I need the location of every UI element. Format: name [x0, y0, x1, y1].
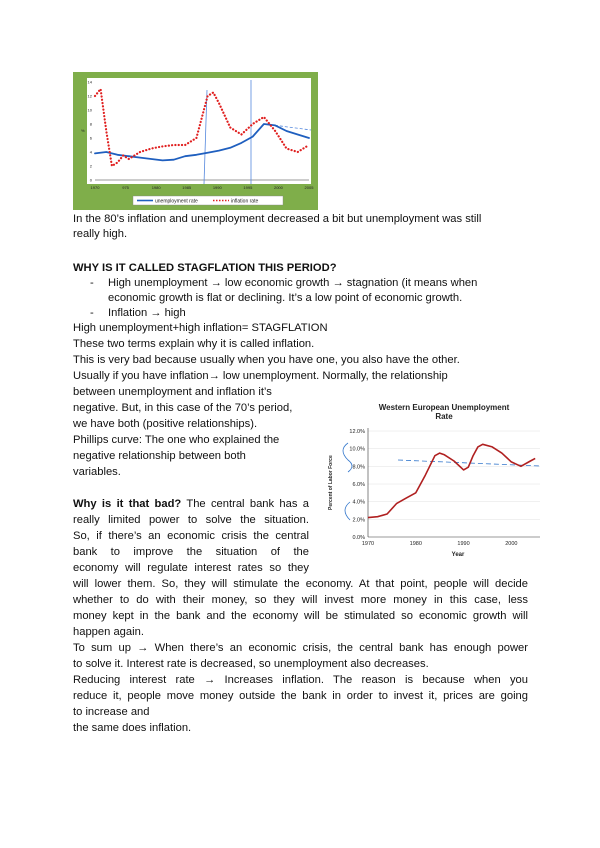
x-tick-label: 1990 — [212, 185, 222, 190]
paragraph-line: To sum up → When there’s an economic crisis, the central bank has enough power — [73, 642, 528, 654]
x-tick-label: 1970 — [90, 185, 100, 190]
y-tick-label: 6.0% — [352, 482, 365, 488]
legend-label-inflation: inflation rate — [231, 198, 259, 205]
x-tick-label: 2000 — [273, 185, 283, 190]
chart1-y-label: % — [81, 128, 85, 133]
x-tick-label: 1970 — [361, 541, 375, 547]
y-tick-label: 6 — [89, 135, 92, 141]
bullet-text: High unemployment → low economic growth → stagnation (it means when — [108, 277, 478, 289]
y-tick-label: 4.0% — [352, 499, 365, 506]
chart2-y-label: Percent of Labor Force — [328, 455, 334, 510]
paragraph-line: between unemployment and inflation it’s — [73, 386, 272, 398]
paragraph-line: Reducing interest rate → Increases inflation. The reason is because when you — [73, 674, 528, 686]
x-tick-label: 1995 — [243, 185, 253, 190]
y-tick-label: 10.0% — [349, 446, 365, 453]
y-tick-label: 10 — [87, 107, 92, 113]
y-tick-label: 12.0% — [349, 429, 365, 435]
paragraph-line: whether to do with their money, so they will invest more money in this case, less — [73, 594, 528, 606]
paragraph-line: happen again. — [73, 626, 144, 638]
bullet-dash: - — [90, 307, 94, 319]
x-tick-label: 1985 — [182, 185, 192, 190]
chart2-x-label: Year — [451, 552, 465, 558]
legend-label-unemployment: unemployment rate — [155, 198, 198, 205]
y-tick-label: 8 — [89, 121, 92, 127]
paragraph-line: In the 80’s inflation and unemployment decreased a bit but unemployment was still — [73, 213, 482, 225]
section-heading: WHY IS IT CALLED STAGFLATION THIS PERIOD? — [73, 262, 337, 274]
paragraph-line: bank to improve the situation of the — [73, 546, 309, 558]
bullet-text: economic growth is flat or declining. It’s a low point of economic growth. — [108, 292, 463, 304]
paragraph-line: negative relationship between both — [73, 450, 246, 462]
bullet-text: Inflation → high — [108, 307, 186, 319]
western-europe-unemployment-chart — [318, 400, 544, 560]
x-tick-label: 2005 — [304, 185, 314, 190]
paragraph-line: money kept in the bank and the economy will be stimulated so economic growth will — [73, 610, 528, 622]
paragraph-line: really limited power to solve the situation. — [73, 514, 309, 526]
paragraph-line: So, if there’s an economic crisis the central — [73, 530, 309, 542]
x-tick-label: 2000 — [505, 541, 518, 547]
bullet-dash: - — [90, 277, 94, 289]
paragraph-line: These two terms explain why it is called inflation. — [73, 338, 315, 350]
paragraph-line: Phillips curve: The one who explained the — [73, 434, 280, 446]
paragraph-line: negative. But, in this case of the 70’s period, — [73, 402, 293, 414]
x-tick-label: 1980 — [409, 541, 422, 547]
x-tick-label: 1980 — [151, 185, 161, 190]
paragraph-line: variables. — [73, 466, 121, 478]
paragraph-line: Usually if you have inflation→ low unemployment. Normally, the relationship — [73, 370, 448, 382]
paragraph-line: will lower them. So, they will stimulate the economy. At that point, people will decide — [73, 578, 528, 590]
chart2-title-line1: Western European Unemployment — [378, 403, 510, 412]
chart1-legend — [133, 196, 283, 205]
y-tick-label: 0.0% — [352, 535, 365, 541]
paragraph-line: This is very bad because usually when you have one, you also have the other. — [73, 354, 460, 366]
paragraph-line: really high. — [73, 228, 128, 240]
bold-question: Why is it that bad? — [73, 498, 182, 510]
paragraph-line: we have both (positive relationships). — [73, 418, 258, 430]
paragraph-line: economy will regulate interest rates so they — [73, 562, 309, 574]
unemployment-inflation-chart — [73, 72, 318, 210]
y-tick-label: 0 — [89, 177, 92, 183]
y-tick-label: 14 — [87, 79, 92, 85]
paragraph-text: The central bank has a — [181, 498, 309, 510]
y-tick-label: 2 — [89, 163, 92, 169]
paragraph-line: to solve it. Interest rate is decreased, so unemployment also decreases. — [73, 658, 429, 670]
paragraph-line: to increase and — [73, 706, 150, 718]
y-tick-label: 8.0% — [352, 464, 365, 471]
y-tick-label: 4 — [89, 149, 92, 155]
chart2-title-line2: Rate — [435, 412, 453, 421]
y-tick-label: 12 — [87, 93, 92, 99]
paragraph-line — [73, 497, 309, 512]
paragraph-line: the same does inflation. — [73, 722, 192, 734]
paragraph-line: High unemployment+high inflation= STAGFLATION — [73, 322, 328, 334]
y-tick-label: 2.0% — [352, 517, 365, 524]
paragraph-line: reduce it, people move money outside the bank in order to invest it, prices are going — [73, 690, 528, 702]
x-tick-label: 1990 — [457, 541, 470, 547]
x-tick-label: 975 — [122, 185, 129, 190]
